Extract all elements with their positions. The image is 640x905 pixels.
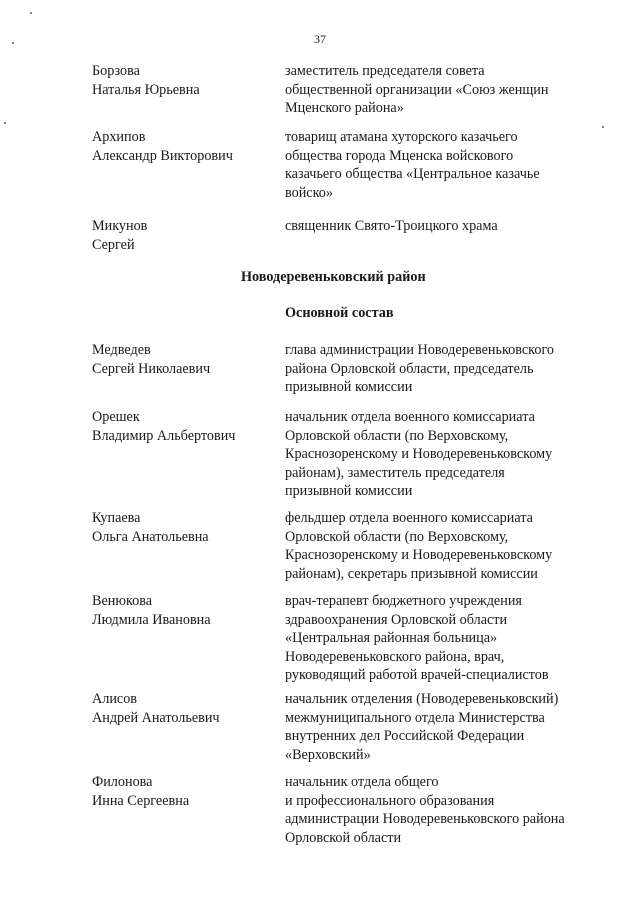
member-name (92, 128, 272, 165)
role-line: районам), секретарь призывной комиссии (285, 565, 538, 582)
role-line: священник Свято-Троицкого храма (285, 218, 498, 234)
role-line: глава администрации Новодеревеньковского (285, 342, 554, 358)
section-heading: Основной состав (285, 305, 394, 321)
role-line: Орловской области (по Верховскому, (285, 427, 509, 444)
member-name (92, 341, 272, 378)
role-line: руководящий работой врачей-специалистов (285, 667, 549, 683)
role-line: и профессионального образования (285, 792, 495, 809)
member-surname: Венюкова (92, 593, 153, 609)
role-line: здравоохранения Орловской области (285, 611, 508, 628)
role-line: фельдшер отдела военного комиссариата (285, 510, 533, 526)
role-line: врач-терапевт бюджетного учреждения (285, 593, 522, 609)
member-role (285, 773, 605, 847)
member-name (92, 217, 272, 254)
role-line: Новодеревеньковского района, врач, (285, 648, 505, 665)
scan-speck (4, 122, 6, 124)
role-line: внутренних дел Российской Федерации (285, 728, 525, 744)
member-surname: Медведев (92, 342, 151, 358)
member-role (285, 62, 605, 118)
member-name (92, 592, 272, 629)
member-name (92, 690, 272, 727)
member-role (285, 217, 605, 236)
role-line: товарищ атамана хуторского казачьего (285, 129, 518, 145)
role-line: начальник отдела общего (285, 774, 439, 790)
role-line: районам), заместитель председателя (285, 464, 505, 481)
member-surname: Филонова (92, 774, 153, 790)
role-line: «Центральная районная больница» (285, 630, 498, 646)
role-line: призывной комиссии (285, 379, 413, 395)
member-role (285, 408, 605, 501)
role-line: начальник отделения (Новодеревеньковский) (285, 691, 559, 707)
member-role (285, 690, 605, 764)
member-given-names: Сергей Николаевич (92, 360, 211, 377)
member-surname: Алисов (92, 691, 138, 707)
member-role (285, 128, 605, 202)
role-line: казачьего общества «Центральное казачье (285, 166, 540, 182)
member-surname: Купаева (92, 510, 141, 526)
role-line: общественной организации «Союз женщин (285, 81, 549, 98)
role-line: общества города Мценска войскового (285, 147, 514, 164)
member-role (285, 592, 605, 685)
member-surname: Архипов (92, 129, 146, 145)
role-line: района Орловской области, председатель (285, 360, 534, 377)
member-given-names: Инна Сергеевна (92, 792, 190, 809)
member-name (92, 408, 272, 445)
member-surname: Орешек (92, 409, 140, 425)
role-line: призывной комиссии (285, 483, 413, 499)
member-given-names: Андрей Анатольевич (92, 709, 220, 726)
role-line: начальник отдела военного комиссариата (285, 409, 535, 425)
district-heading: Новодеревеньковский район (241, 269, 426, 285)
member-given-names: Ольга Анатольевна (92, 528, 209, 545)
member-given-names: Владимир Альбертович (92, 427, 236, 444)
member-role (285, 341, 605, 397)
role-line: Орловской области (285, 829, 402, 846)
member-given-names: Людмила Ивановна (92, 611, 211, 628)
page-number: 37 (314, 32, 326, 46)
role-line: Краснозоренскому и Новодеревеньковскому (285, 446, 553, 462)
role-line: Орловской области (по Верховскому, (285, 528, 509, 545)
member-surname: Борзова (92, 63, 140, 79)
member-name (92, 62, 272, 99)
member-role (285, 509, 605, 583)
member-given-names: Сергей (92, 236, 135, 253)
member-name (92, 509, 272, 546)
member-name (92, 773, 272, 810)
scan-speck (30, 12, 32, 14)
member-given-names: Наталья Юрьевна (92, 81, 200, 98)
member-surname: Микунов (92, 218, 148, 234)
role-line: войско» (285, 184, 333, 201)
member-given-names: Александр Викторович (92, 147, 233, 164)
role-line: межмуниципального отдела Министерства (285, 709, 545, 726)
role-line: Краснозоренскому и Новодеревеньковскому (285, 547, 553, 563)
role-line: администрации Новодеревеньковского района (285, 811, 565, 827)
role-line: «Верховский» (285, 746, 371, 763)
role-line: заместитель председателя совета (285, 63, 485, 79)
role-line: Мценского района» (285, 100, 404, 116)
